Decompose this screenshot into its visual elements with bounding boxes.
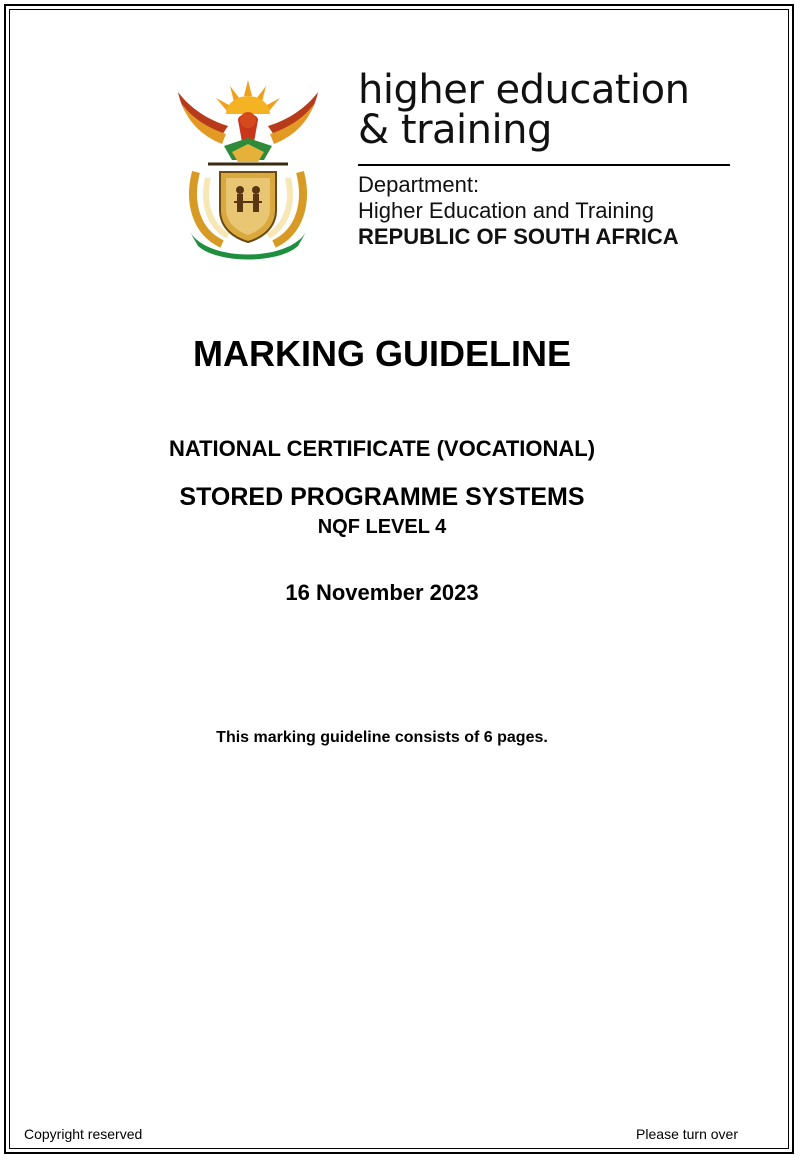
footer-turn-over: Please turn over xyxy=(636,1126,738,1142)
nqf-level: NQF LEVEL 4 xyxy=(317,516,447,538)
department-name: Higher Education and Training xyxy=(358,198,654,223)
department-logo-line1: higher education xyxy=(358,67,690,113)
page-count-note: This marking guideline consists of 6 pages. xyxy=(216,729,548,746)
certificate-name: NATIONAL CERTIFICATE (VOCATIONAL) xyxy=(168,436,596,461)
subject-name: STORED PROGRAMME SYSTEMS xyxy=(179,483,585,511)
country-name: REPUBLIC OF SOUTH AFRICA xyxy=(358,224,679,249)
sun-icon xyxy=(216,80,280,114)
department-logo-line2: & training xyxy=(358,107,552,153)
header-divider xyxy=(358,164,730,166)
document-title: MARKING GUIDELINE xyxy=(193,333,571,374)
exam-date: 16 November 2023 xyxy=(285,580,479,605)
coat-of-arms-icon xyxy=(168,72,328,262)
department-header xyxy=(358,67,738,250)
department-label: Department: xyxy=(358,172,480,197)
footer-copyright: Copyright reserved xyxy=(24,1126,143,1142)
